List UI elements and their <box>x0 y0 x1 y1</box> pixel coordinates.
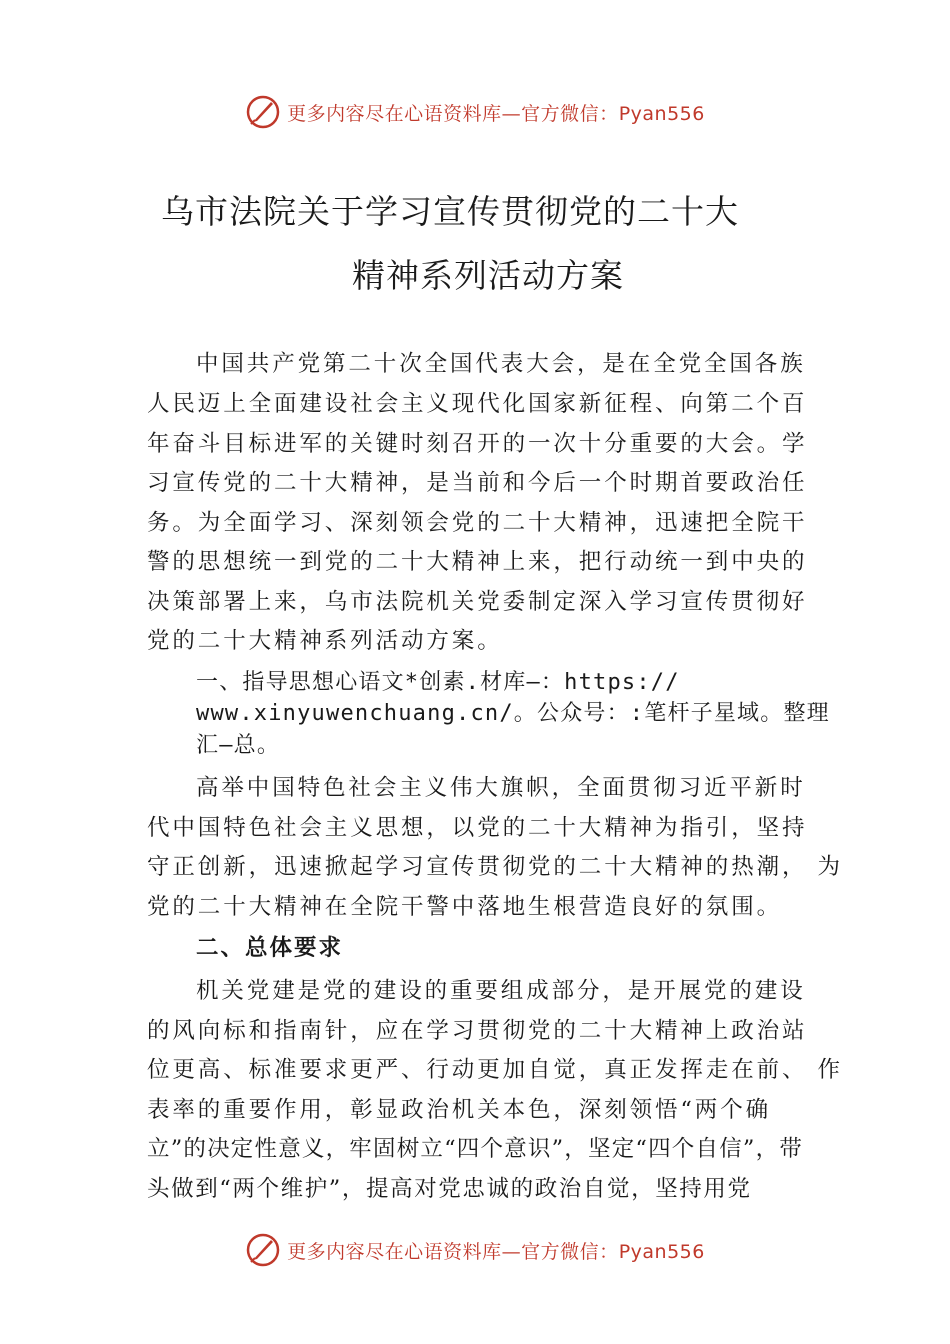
section-1-line: 汇—总。 <box>196 733 281 758</box>
requirements-line: 机关党建是党的建设的重要组成部分，是开展党的建设 <box>196 978 806 1004</box>
banner-wechat-label: 官方微信： <box>521 1240 619 1263</box>
banner-separator: — <box>501 102 522 125</box>
banner-label: 更多内容尽在心语资料库 <box>287 1240 502 1263</box>
banner-text <box>287 99 705 126</box>
banner-wechat-label: 官方微信： <box>521 102 619 125</box>
banner-text <box>287 1237 705 1264</box>
section-2-heading: 二、总体要求 <box>196 935 344 961</box>
section-1-line: www.xinyuwenchuang.cn/。公众号：:笔杆子星域。整理 <box>196 701 830 726</box>
requirements-line: 表率的重要作用，彰显政治机关本色，深刻领悟“两个确 <box>147 1097 772 1123</box>
requirements-line: 位更高、标准要求更严、行动更加自觉，真正发挥走在前、 作 <box>147 1057 843 1083</box>
intro-line: 中国共产党第二十次全国代表大会，是在全党全国各族 <box>196 351 806 377</box>
document-title-line-2: 精神系列活动方案 <box>352 256 624 295</box>
document-title-line-1: 乌市法院关于学习宣传贯彻党的二十大 <box>161 192 739 231</box>
intro-line: 习宣传党的二十大精神，是当前和今后一个时期首要政治任 <box>147 470 808 496</box>
intro-line: 年奋斗目标进军的关键时刻召开的一次十分重要的大会。学 <box>147 431 808 457</box>
intro-line: 党的二十大精神系列活动方案。 <box>147 628 503 654</box>
guiding-thought-line: 代中国特色社会主义思想，以党的二十大精神为指引，坚持 <box>147 815 808 841</box>
intro-line: 决策部署上来，乌市法院机关党委制定深入学习宣传贯彻好 <box>147 589 808 615</box>
intro-line: 务。为全面学习、深刻领会党的二十大精神，迅速把全院干 <box>147 510 808 536</box>
intro-line: 警的思想统一到党的二十大精神上来，把行动统一到中央的 <box>147 549 808 575</box>
guiding-thought-line: 高举中国特色社会主义伟大旗帜，全面贯彻习近平新时 <box>196 775 806 801</box>
section-1-heading: 一、指导思想心语文*创素.材库—：https:// <box>196 670 680 695</box>
requirements-line: 头做到“两个维护”，提高对党忠诚的政治自觉，坚持用党 <box>147 1176 752 1202</box>
requirements-line: 立”的决定性意义，牢固树立“四个意识”，坚定“四个自信”，带 <box>147 1136 804 1162</box>
guiding-thought-line: 党的二十大精神在全院干警中落地生根营造良好的氛围。 <box>147 894 783 920</box>
banner-wechat-id: Pyan556 <box>618 1240 705 1263</box>
banner-wechat-id: Pyan556 <box>618 102 705 125</box>
intro-line: 人民迈上全面建设社会主义现代化国家新征程、向第二个百 <box>147 391 808 417</box>
quill-logo-icon <box>245 1232 281 1268</box>
banner-label: 更多内容尽在心语资料库 <box>287 102 502 125</box>
banner-separator: — <box>501 1240 522 1263</box>
footer-banner <box>0 1232 950 1268</box>
header-banner <box>0 94 950 130</box>
quill-logo-icon <box>245 94 281 130</box>
guiding-thought-line: 守正创新，迅速掀起学习宣传贯彻党的二十大精神的热潮， 为 <box>147 854 843 880</box>
requirements-line: 的风向标和指南针，应在学习贯彻党的二十大精神上政治站 <box>147 1018 808 1044</box>
